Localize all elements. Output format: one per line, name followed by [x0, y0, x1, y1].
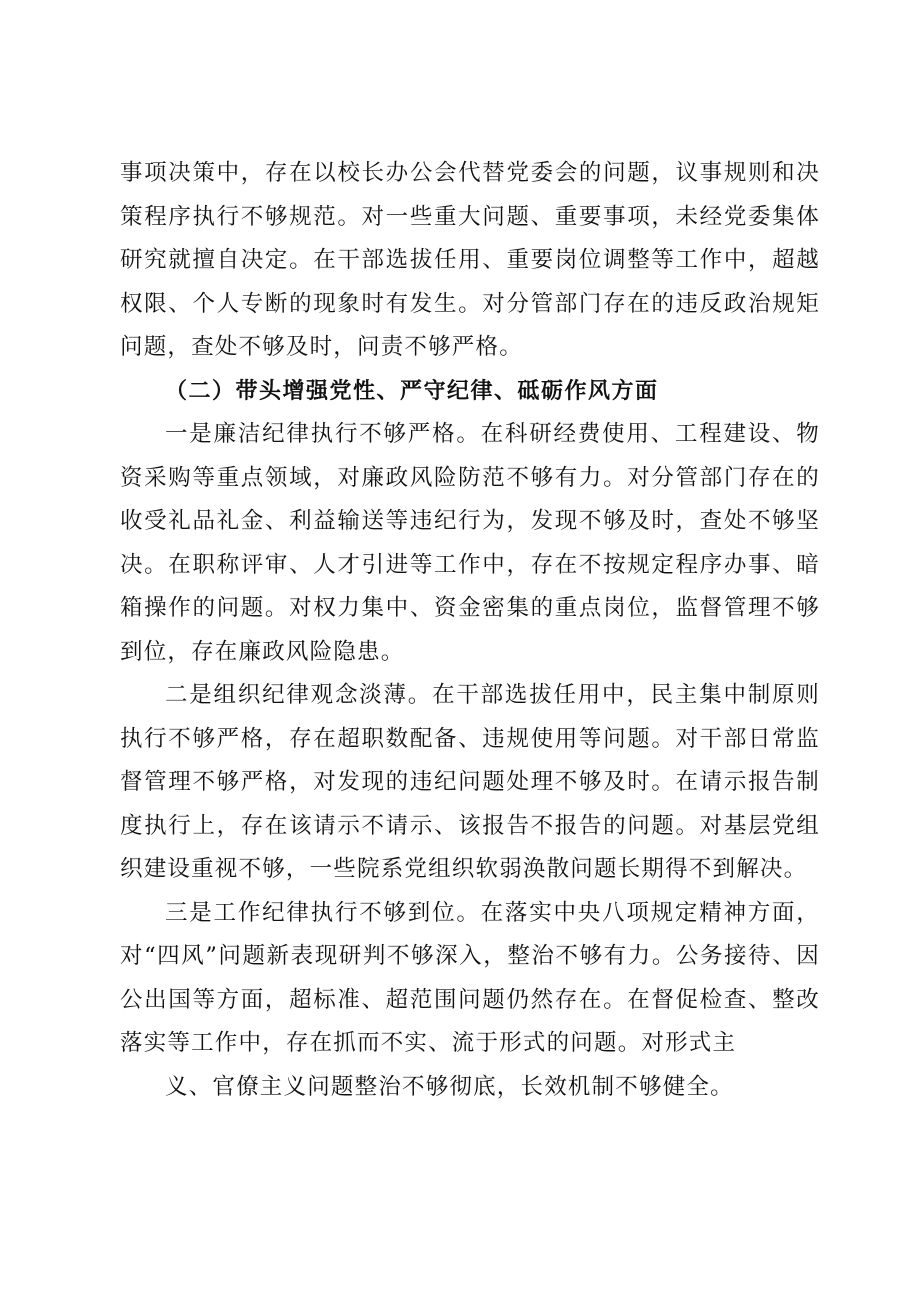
- section-heading: （二）带头增强党性、严守纪律、砥砺作风方面: [165, 378, 659, 404]
- paragraph-decision-making: 事项决策中，存在以校长办公会代替党委会的问题，议事规则和决策程序执行不够规范。对一些重大问题、重要事项，未经党委集体研究就擅自决定。在干部选拔任用、重要岗位调整等工作中，超越权限、个人专断的现象时有发生。对分管部门存在的违反政治规矩问题，查处不够及时，问责不够严格。: [120, 160, 820, 360]
- paragraph-work-discipline-main: 三是工作纪律执行不够到位。在落实中央八项规定精神方面，对“四风”问题新表现研判不够深入，整治不够有力。公务接待、因公出国等方面，超标准、超范围问题仍然存在。在督促检查、整改落实等工作中，存在抓而不实、流于形式的问题。对形式主: [120, 899, 820, 1056]
- paragraph-work-discipline: [120, 892, 820, 1110]
- paragraph-organizational-discipline: 二是组织纪律观念淡薄。在干部选拔任用中，民主集中制原则执行不够严格，存在超职数配备、违规使用等问题。对干部日常监督管理不够严格，对发现的违纪问题处理不够及时。在请示报告制度执行上，存在该请示不请示、该报告不报告的问题。对基层党组织建设重视不够，一些院系党组织软弱涣散问题长期得不到解决。: [120, 682, 820, 882]
- paragraph-integrity-discipline: 一是廉洁纪律执行不够严格。在科研经费使用、工程建设、物资采购等重点领域，对廉政风险防范不够有力。对分管部门存在的收受礼品礼金、利益输送等违纪行为，发现不够及时，查处不够坚决。在职称评审、人才引进等工作中，存在不按规定程序办事、暗箱操作的问题。对权力集中、资金密集的重点岗位，监督管理不够到位，存在廉政风险隐患。: [120, 421, 820, 665]
- paragraph-work-discipline-tail: 义、官僚主义问题整治不够彻底，长效机制不够健全。: [165, 1073, 734, 1100]
- document-body: [120, 152, 820, 1109]
